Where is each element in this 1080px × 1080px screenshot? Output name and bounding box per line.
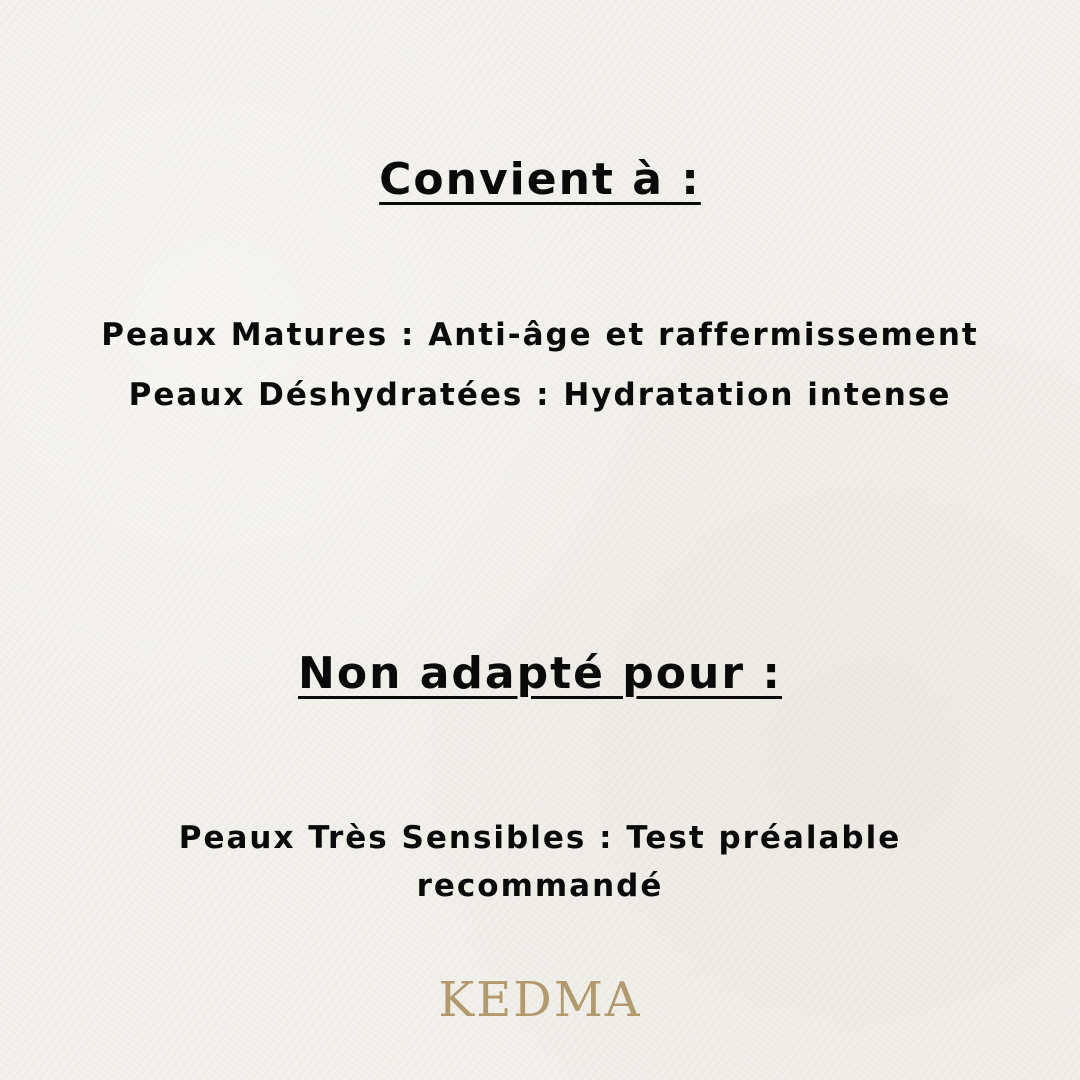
not-suitable-note: Peaux Très Sensibles : Test préalable recommandé bbox=[178, 820, 902, 904]
suitable-heading-text: Convient à : bbox=[379, 154, 701, 205]
suitable-heading bbox=[0, 154, 1080, 205]
suitable-item-mature-skin: Peaux Matures : Anti-âge et raffermissement bbox=[101, 317, 979, 353]
not-suitable-heading bbox=[0, 648, 1080, 699]
suitable-item-dehydrated-skin: Peaux Déshydratées : Hydratation intense bbox=[128, 377, 952, 413]
brand-logo: KEDMA bbox=[438, 972, 642, 1028]
not-suitable-heading-text: Non adapté pour : bbox=[298, 648, 782, 699]
